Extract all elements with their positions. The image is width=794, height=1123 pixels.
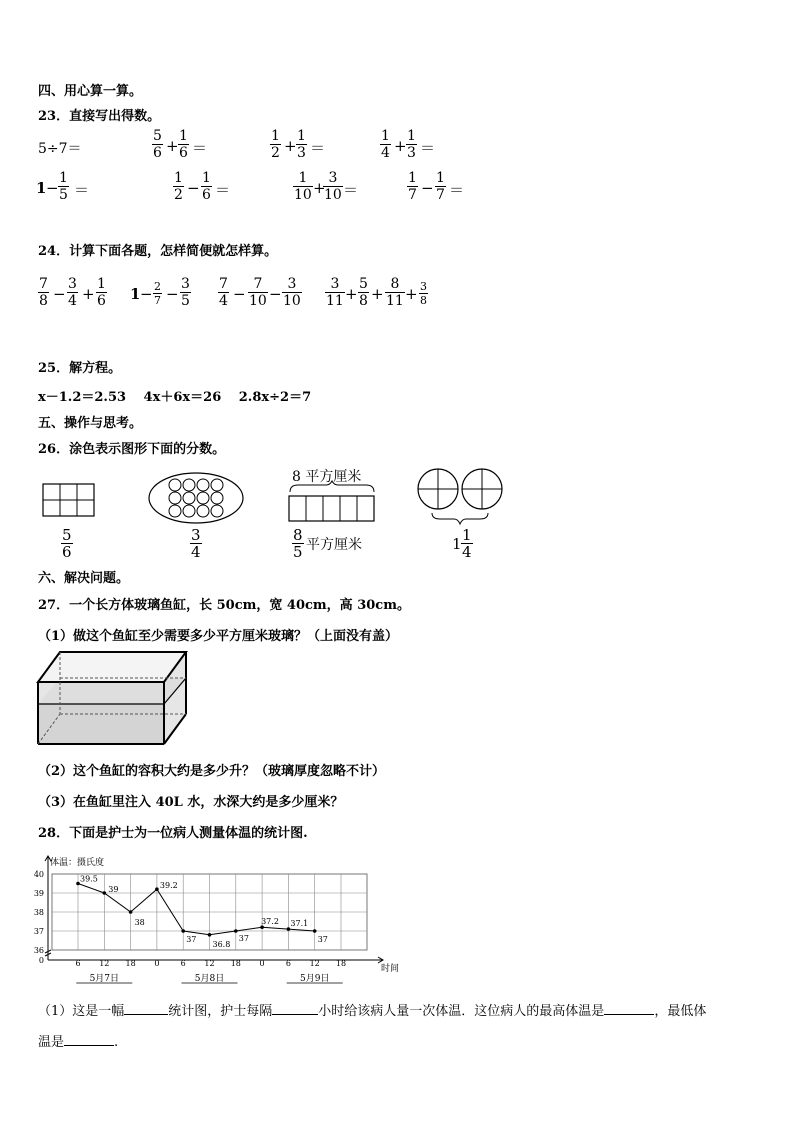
chart-y-tick-label: 39 [33,889,44,898]
q25-equations: x－1.2＝2.53 4x＋6x＝26 2.8x÷2＝7 [38,390,312,405]
q23-problem-2: 5 6 + 1 6 ＝ [153,128,208,161]
q24-title: 24．计算下面各题，怎样简便就怎样算。 [38,244,278,259]
q26-fraction-3: 8 5 [293,526,303,561]
q28-sub-1: （1）这是一幅 统计图，护士每隔 小时给该病人量一次体温．这位病人的最高体温是 ，最低体 [38,1004,707,1019]
chart-x-tick-label: 6 [285,959,291,968]
blank-highest[interactable] [604,1002,654,1015]
q26-area-label: 8 平方厘米 [292,469,362,485]
q23-problem-4: 1 4 + 1 3 ＝ [381,128,436,161]
blank-lowest[interactable] [64,1033,114,1046]
q23-problem-8: 1 7 − 1 7 ＝ [408,170,465,203]
q27-title: 27．一个长方体玻璃鱼缸，长 50cm，宽 40cm，高 30cm。 [38,598,410,613]
q27-sub-1: （1）做这个鱼缸至少需要多少平方厘米玻璃？（上面没有盖） [38,629,399,644]
chart-x-tick-label: 6 [75,959,81,968]
chart-x-tick-label: 6 [180,959,186,968]
temperature-line-chart [30,854,400,984]
q26-fraction-2: 3 4 [191,526,201,561]
q28-title: 28．下面是护士为一位病人测量体温的统计图. [38,826,308,841]
q27-sub-3: （3）在鱼缸里注入 40L 水，水深大约是多少厘米？ [38,795,344,810]
chart-day-label: 5月8日 [194,974,225,984]
section-6-heading: 六、解决问题。 [38,571,130,586]
chart-point [234,929,238,933]
q26-fraction-1: 5 6 [62,526,72,561]
chart-x-tick-label: 18 [230,959,241,968]
section-5-heading: 五、操作与思考。 [38,416,143,431]
chart-x-tick-label: 18 [125,959,136,968]
q24-expression-2: 1 − 2 7 − 3 5 [130,276,190,309]
rectangle-grid-figure [38,480,98,520]
chart-y-tick-label: 40 [33,870,44,879]
two-circles-brace-figure [414,466,508,528]
blank-chart-type[interactable] [124,1002,168,1015]
chart-data-label: 39.2 [159,881,178,891]
chart-x-tick-label: 12 [99,959,110,968]
chart-point [313,929,317,933]
chart-x-tick-label: 18 [335,959,347,968]
chart-point [129,910,133,914]
chart-point [103,891,107,895]
q24-expression-1: 7 8 − 3 4 + 1 6 [39,276,106,309]
q26-area-unit: 平方厘米 [306,537,362,553]
q23-problem-1: 5÷7＝ [38,141,82,157]
chart-day-label: 5月7日 [89,974,120,984]
chart-x-axis-label: 时间 [381,964,400,974]
chart-point [155,887,159,891]
q23-problem-5: 1 − 1 5 ＝ [36,170,90,203]
q25-title: 25．解方程。 [38,361,122,376]
chart-data-label: 36.8 [212,939,231,949]
q24-expression-3: 7 4 − 7 10 − 3 10 [219,276,301,309]
fish-tank-figure [36,648,190,748]
q28-sub-1-cont: 温是 . [38,1035,119,1050]
ellipse-circles-figure [146,470,246,526]
chart-x-tick-label: 0 [154,959,160,968]
chart-data-label: 39 [108,885,119,894]
q27-sub-2: （2）这个鱼缸的容积大约是多少升？（玻璃厚度忽略不计） [38,764,386,779]
chart-data-label: 37.1 [290,919,309,929]
chart-point [208,933,212,937]
chart-point [181,929,185,933]
chart-data-label: 37 [317,935,328,944]
chart-y-tick-label: 36 [33,946,44,955]
chart-day-label: 5月9日 [299,974,330,984]
chart-data-label: 37 [238,934,249,943]
strip-brace-figure [286,480,378,524]
q23-title: 23．直接写出得数。 [38,109,161,124]
chart-y-tick-label: 37 [33,927,44,936]
chart-data-label: 37 [186,935,197,944]
q23-problem-3: 1 2 + 1 3 ＝ [271,128,326,161]
chart-y-axis-label: 体温：摄氏度 [50,858,105,868]
section-4-heading: 四、用心算一算。 [38,84,143,99]
q24-expression-4: 3 11 + 5 8 + 8 11 + 3 8 [326,276,427,309]
chart-data-label: 38 [134,918,145,927]
chart-y-tick-label: 0 [38,956,44,965]
q26-fraction-4-whole: 1 [452,535,462,553]
q26-title: 26．涂色表示图形下面的分数。 [38,442,226,457]
q23-problem-6: 1 2 − 1 6 ＝ [174,170,231,203]
chart-y-tick-label: 38 [33,908,44,917]
chart-x-tick-label: 12 [309,959,320,968]
q26-fraction-4: 1 4 [462,526,472,561]
chart-data-label: 37.2 [261,917,279,927]
chart-x-tick-label: 12 [204,959,215,968]
blank-interval[interactable] [272,1002,318,1015]
q23-problem-7: 1 10 + 3 10 ＝ [294,170,359,203]
chart-x-tick-label: 0 [259,959,265,968]
chart-data-label: 39.5 [80,874,98,884]
